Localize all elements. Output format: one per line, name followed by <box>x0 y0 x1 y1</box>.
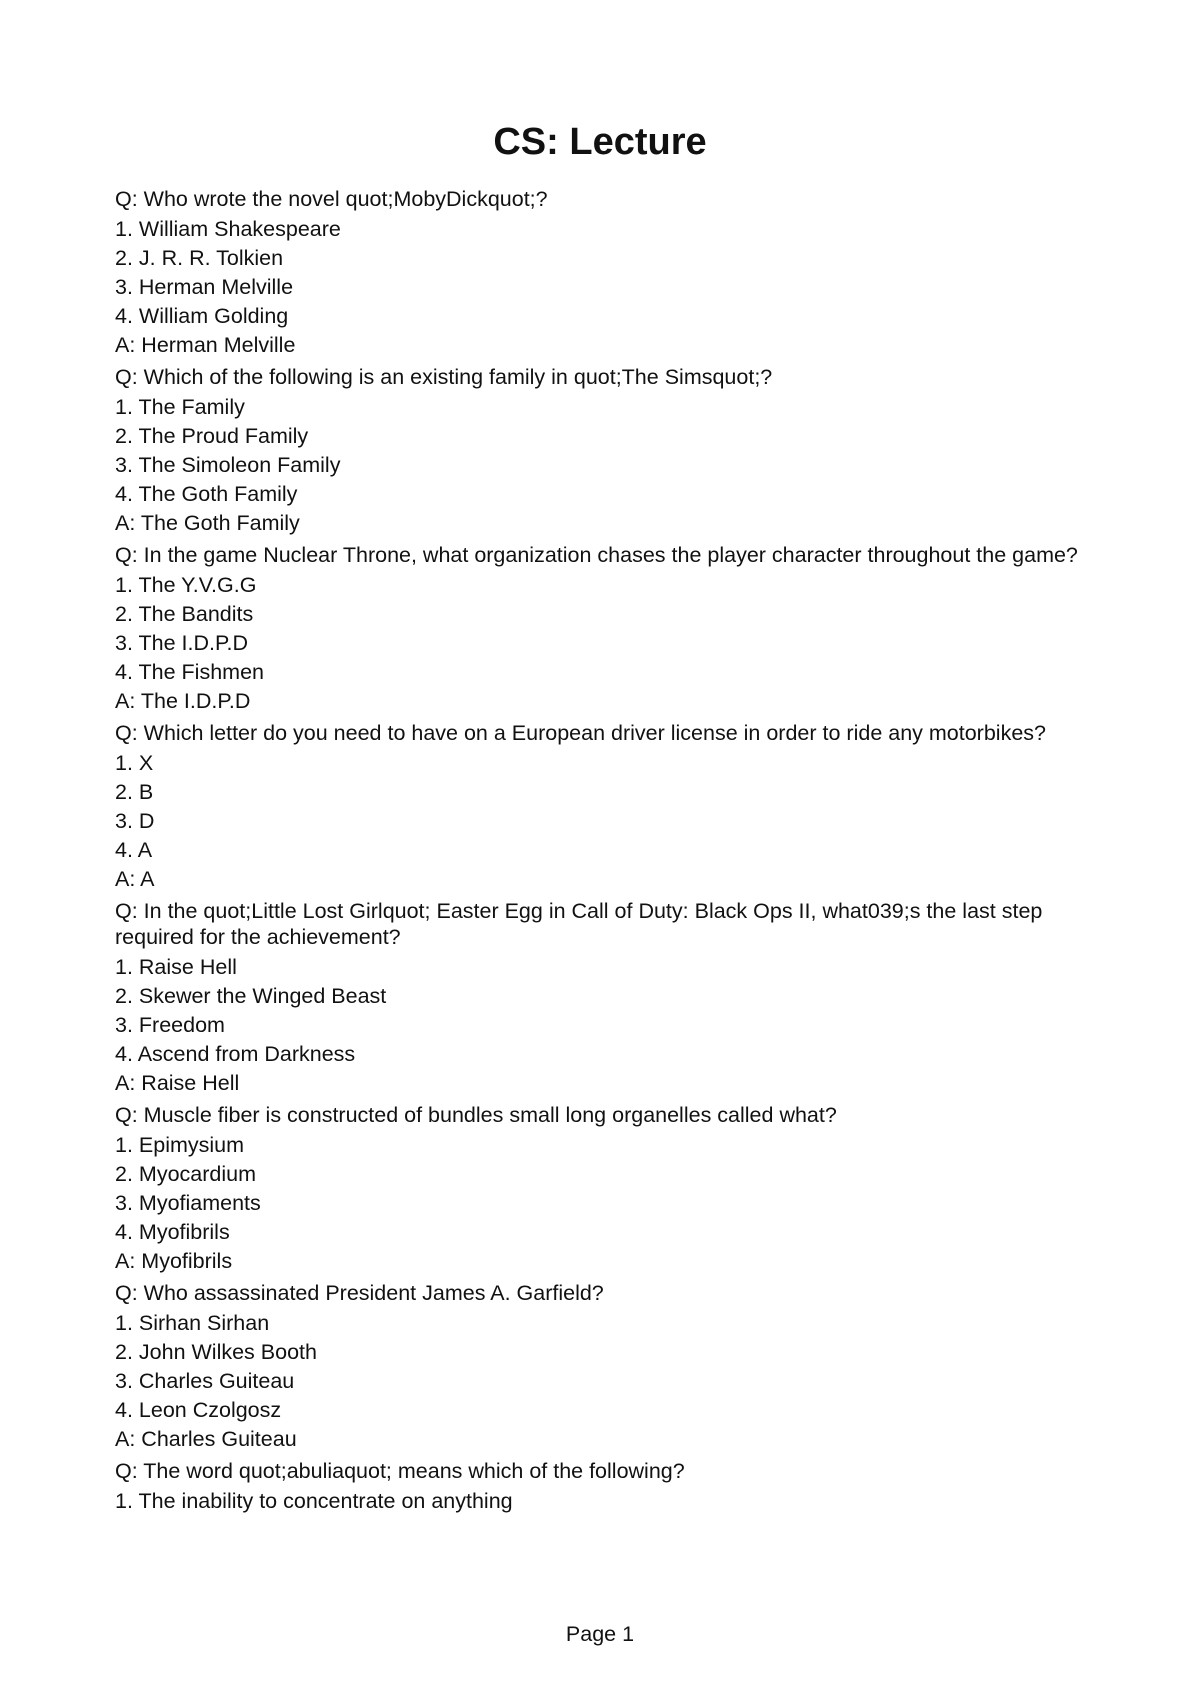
question-text: Q: Which letter do you need to have on a European driver license in order to ride any motorbikes? <box>115 721 1046 745</box>
answer-option: 1. The inability to concentrate on anything <box>115 1489 513 1513</box>
answer-option: 1. X <box>115 751 154 775</box>
question-block <box>115 1102 1090 1276</box>
correct-answer: A: Charles Guiteau <box>115 1427 297 1451</box>
correct-answer: A: Herman Melville <box>115 333 296 357</box>
question-text: Q: Which of the following is an existing family in quot;The Simsquot;? <box>115 365 773 389</box>
answer-option: 3. The Simoleon Family <box>115 453 341 477</box>
correct-answer: A: The I.D.P.D <box>115 689 251 713</box>
question-text: Q: Muscle fiber is constructed of bundles small long organelles called what? <box>115 1103 837 1127</box>
answer-option: 1. The Y.V.G.G <box>115 573 257 597</box>
answer-option: 2. Myocardium <box>115 1162 256 1186</box>
correct-answer: A: A <box>115 867 155 891</box>
answer-option: 4. William Golding <box>115 304 289 328</box>
answer-option: 2. Skewer the Winged Beast <box>115 984 387 1008</box>
answer-option: 3. D <box>115 809 155 833</box>
quiz-content <box>115 186 1090 1520</box>
answer-option: 4. Ascend from Darkness <box>115 1042 356 1066</box>
answer-option: 3. Charles Guiteau <box>115 1369 295 1393</box>
question-text: Q: The word quot;abuliaquot; means which of the following? <box>115 1459 685 1483</box>
answer-option: 3. Herman Melville <box>115 275 294 299</box>
answer-option: 2. J. R. R. Tolkien <box>115 246 284 270</box>
question-block <box>115 1280 1090 1454</box>
answer-option: 1. The Family <box>115 395 245 419</box>
question-block <box>115 364 1090 538</box>
answer-option: 3. Freedom <box>115 1013 225 1037</box>
correct-answer: A: The Goth Family <box>115 511 300 535</box>
answer-option: 1. Epimysium <box>115 1133 245 1157</box>
answer-option: 1. William Shakespeare <box>115 217 341 241</box>
question-text: Q: In the game Nuclear Throne, what organization chases the player character throughout the game? <box>115 543 1078 567</box>
page-number: Page 1 <box>565 1622 635 1646</box>
question-block <box>115 1458 1090 1516</box>
answer-option: 2. The Bandits <box>115 602 254 626</box>
answer-option: 2. The Proud Family <box>115 424 309 448</box>
question-block <box>115 542 1090 716</box>
answer-option: 1. Raise Hell <box>115 955 237 979</box>
question-block <box>115 720 1090 894</box>
answer-option: 4. The Fishmen <box>115 660 264 684</box>
question-text: Q: Who assassinated President James A. Garfield? <box>115 1281 604 1305</box>
answer-option: 4. A <box>115 838 153 862</box>
answer-option: 4. Leon Czolgosz <box>115 1398 282 1422</box>
correct-answer: A: Myofibrils <box>115 1249 233 1273</box>
question-text: Q: Who wrote the novel quot;MobyDickquot;? <box>115 187 548 211</box>
page-title: CS: Lecture <box>493 121 707 163</box>
answer-option: 3. The I.D.P.D <box>115 631 249 655</box>
correct-answer: A: Raise Hell <box>115 1071 240 1095</box>
question-block <box>115 186 1090 360</box>
answer-option: 1. Sirhan Sirhan <box>115 1311 270 1335</box>
answer-option: 4. Myofibrils <box>115 1220 230 1244</box>
answer-option: 4. The Goth Family <box>115 482 298 506</box>
answer-option: 3. Myofiaments <box>115 1191 261 1215</box>
answer-option: 2. B <box>115 780 154 804</box>
question-text: Q: In the quot;Little Lost Girlquot; Easter Egg in Call of Duty: Black Ops II, what039;s the last step required for the achievement? <box>115 899 1043 949</box>
answer-option: 2. John Wilkes Booth <box>115 1340 317 1364</box>
question-block <box>115 898 1090 1098</box>
